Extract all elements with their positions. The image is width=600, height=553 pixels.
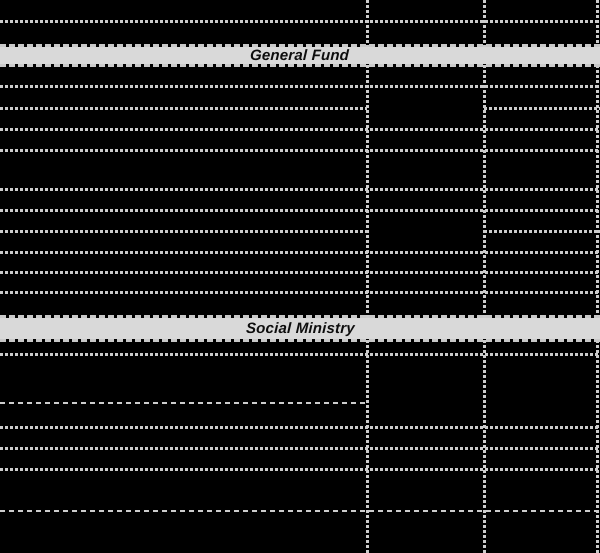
section-header-social-ministry-label: Social Ministry (245, 320, 355, 337)
section-header-social-ministry (0, 315, 600, 342)
h-grid-line (0, 149, 600, 152)
h-grid-line (0, 447, 600, 450)
h-grid-line (0, 510, 600, 512)
v-grid-line (483, 0, 486, 553)
h-grid-line (0, 128, 600, 131)
h-grid-line (0, 291, 600, 294)
h-grid-line (0, 107, 367, 110)
section-header-general-fund-label: General Fund (250, 47, 350, 64)
h-grid-line (0, 251, 600, 254)
h-grid-line (0, 85, 600, 88)
h-grid-line (0, 230, 367, 233)
v-grid-line (596, 0, 599, 553)
h-grid-line (0, 188, 600, 191)
h-grid-line (484, 107, 600, 110)
h-grid-line (0, 271, 600, 274)
h-grid-line (0, 209, 600, 212)
section-header-general-fund (0, 44, 600, 67)
h-grid-line (0, 353, 600, 356)
h-grid-line (0, 20, 600, 23)
v-grid-line (366, 0, 369, 553)
h-grid-line (0, 426, 600, 429)
h-grid-line (0, 402, 367, 404)
h-grid-line (0, 468, 600, 471)
h-grid-line (484, 230, 600, 233)
